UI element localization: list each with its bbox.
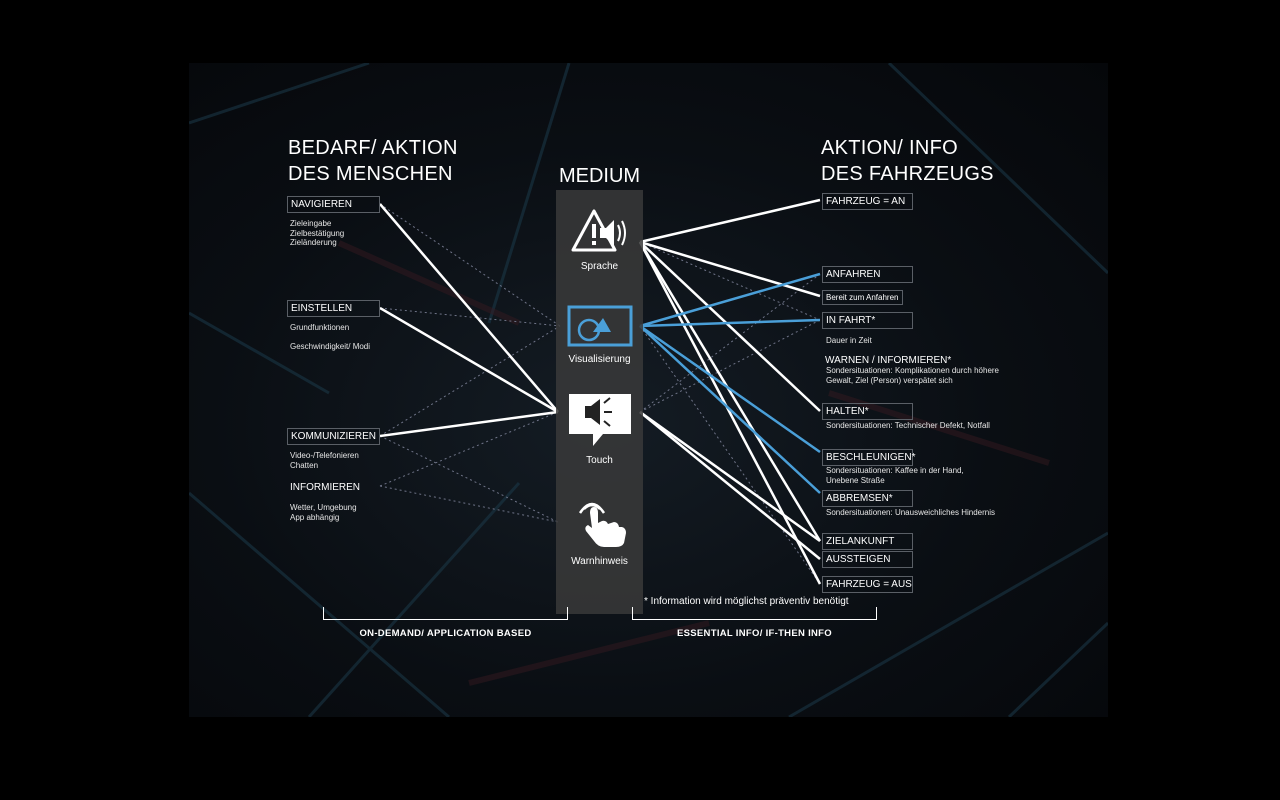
detail-text: Video-/Telefonieren xyxy=(290,451,359,460)
medium-title: MEDIUM xyxy=(558,165,641,187)
right-item-beschleunigen: BESCHLEUNIGEN* xyxy=(822,449,913,466)
detail-text: Zieleingabe xyxy=(290,219,332,228)
detail-text: Wetter, Umgebung xyxy=(290,503,357,512)
blue-link xyxy=(640,326,820,493)
right-item-zielankunft: ZIELANKUNFT xyxy=(822,533,913,550)
dotted-link xyxy=(640,320,820,412)
blue-link xyxy=(640,274,820,326)
dotted-link xyxy=(380,486,558,522)
left-item-einstellen-details-2 xyxy=(290,342,370,352)
detail-text: Gewalt, Ziel (Person) verspätet sich xyxy=(826,375,953,385)
right-item-fahrzeug-aus: FAHRZEUG = AUS xyxy=(822,576,913,593)
detail-text: Sondersituationen: Kaffee in der Hand, xyxy=(826,466,964,475)
solid-link xyxy=(380,308,558,412)
dotted-link xyxy=(640,326,820,584)
left-item-informieren: INFORMIEREN xyxy=(290,482,360,493)
right-item-abbremsen-detail: Sondersituationen: Unausweichliches Hindernis xyxy=(826,508,995,517)
medium-label-touch: Touch xyxy=(586,455,613,466)
right-heading-line1: AKTION/ INFO xyxy=(821,137,958,159)
solid-link xyxy=(640,200,820,242)
right-item-warnen: WARNEN / INFORMIEREN* xyxy=(825,355,952,366)
right-heading-line2: DES FAHRZEUGS xyxy=(821,163,994,185)
detail-text: Geschwindigkeit/ Modi xyxy=(290,342,371,351)
left-item-kommunizieren-details xyxy=(290,451,359,470)
right-item-beschleunigen-details xyxy=(826,466,964,485)
right-item-abbremsen: ABBREMSEN* xyxy=(822,490,913,507)
detail-text: Unebene Straße xyxy=(826,475,885,485)
medium-item-sprache xyxy=(556,208,643,273)
touch-hand-icon xyxy=(570,536,630,553)
left-heading xyxy=(288,135,458,187)
left-item-einstellen-details xyxy=(290,323,349,333)
left-item-kommunizieren: KOMMUNIZIEREN xyxy=(287,428,380,445)
detail-text: Zielbestätigung xyxy=(290,228,345,238)
detail-text: Zieländerung xyxy=(290,238,337,248)
left-heading-line2: DES MENSCHEN xyxy=(288,163,453,185)
solid-link xyxy=(640,412,820,541)
right-item-fahrzeug-an: FAHRZEUG = AN xyxy=(822,193,913,210)
medium-item-touch xyxy=(556,392,643,467)
right-item-aussteigen: AUSSTEIGEN xyxy=(822,551,913,568)
right-item-halten: HALTEN* xyxy=(822,403,913,420)
left-bracket xyxy=(323,607,568,620)
warning-speaker-icon xyxy=(570,241,630,258)
left-item-navigieren: NAVIGIEREN xyxy=(287,196,380,213)
detail-text: Chatten xyxy=(290,460,319,470)
speech-speaker-icon xyxy=(567,435,633,452)
right-heading xyxy=(821,135,994,187)
detail-text: App abhängig xyxy=(290,512,340,522)
right-item-warnen-details xyxy=(826,366,999,385)
footer-left-label: ON-DEMAND/ APPLICATION BASED xyxy=(359,628,532,639)
medium-item-visualisierung xyxy=(556,305,643,366)
right-bracket xyxy=(632,607,877,620)
solid-link xyxy=(380,204,558,412)
right-item-anfahren: ANFAHREN xyxy=(822,266,913,283)
right-item-anfahren-detail: Bereit zum Anfahren xyxy=(822,290,903,305)
footer-right-label: ESSENTIAL INFO/ IF-THEN INFO xyxy=(677,628,832,639)
left-item-informieren-details xyxy=(290,503,357,522)
detail-text: Grundfunktionen xyxy=(290,323,350,332)
right-item-in-fahrt: IN FAHRT* xyxy=(822,312,913,329)
medium-label-visualisierung: Visualisierung xyxy=(568,354,631,365)
medium-label-sprache: Sprache xyxy=(580,261,619,272)
medium-item-warnhinweis xyxy=(556,497,643,568)
right-item-in-fahrt-detail: Dauer in Zeit xyxy=(826,336,872,345)
footnote: * Information wird möglichst präventiv benötigt xyxy=(644,596,849,607)
left-item-einstellen: EINSTELLEN xyxy=(287,300,380,317)
solid-link xyxy=(640,242,820,584)
detail-text: Sondersituationen: Komplikationen durch höhere xyxy=(826,366,1000,375)
solid-link xyxy=(640,242,820,411)
left-item-navigieren-details xyxy=(290,219,344,248)
left-heading-line1: BEDARF/ AKTION xyxy=(288,137,458,159)
solid-link xyxy=(380,412,558,436)
display-icon xyxy=(567,334,633,351)
right-item-halten-detail: Sondersituationen: Technischer Defekt, Notfall xyxy=(826,421,990,430)
medium-label-warnhinweis: Warnhinweis xyxy=(571,556,628,567)
